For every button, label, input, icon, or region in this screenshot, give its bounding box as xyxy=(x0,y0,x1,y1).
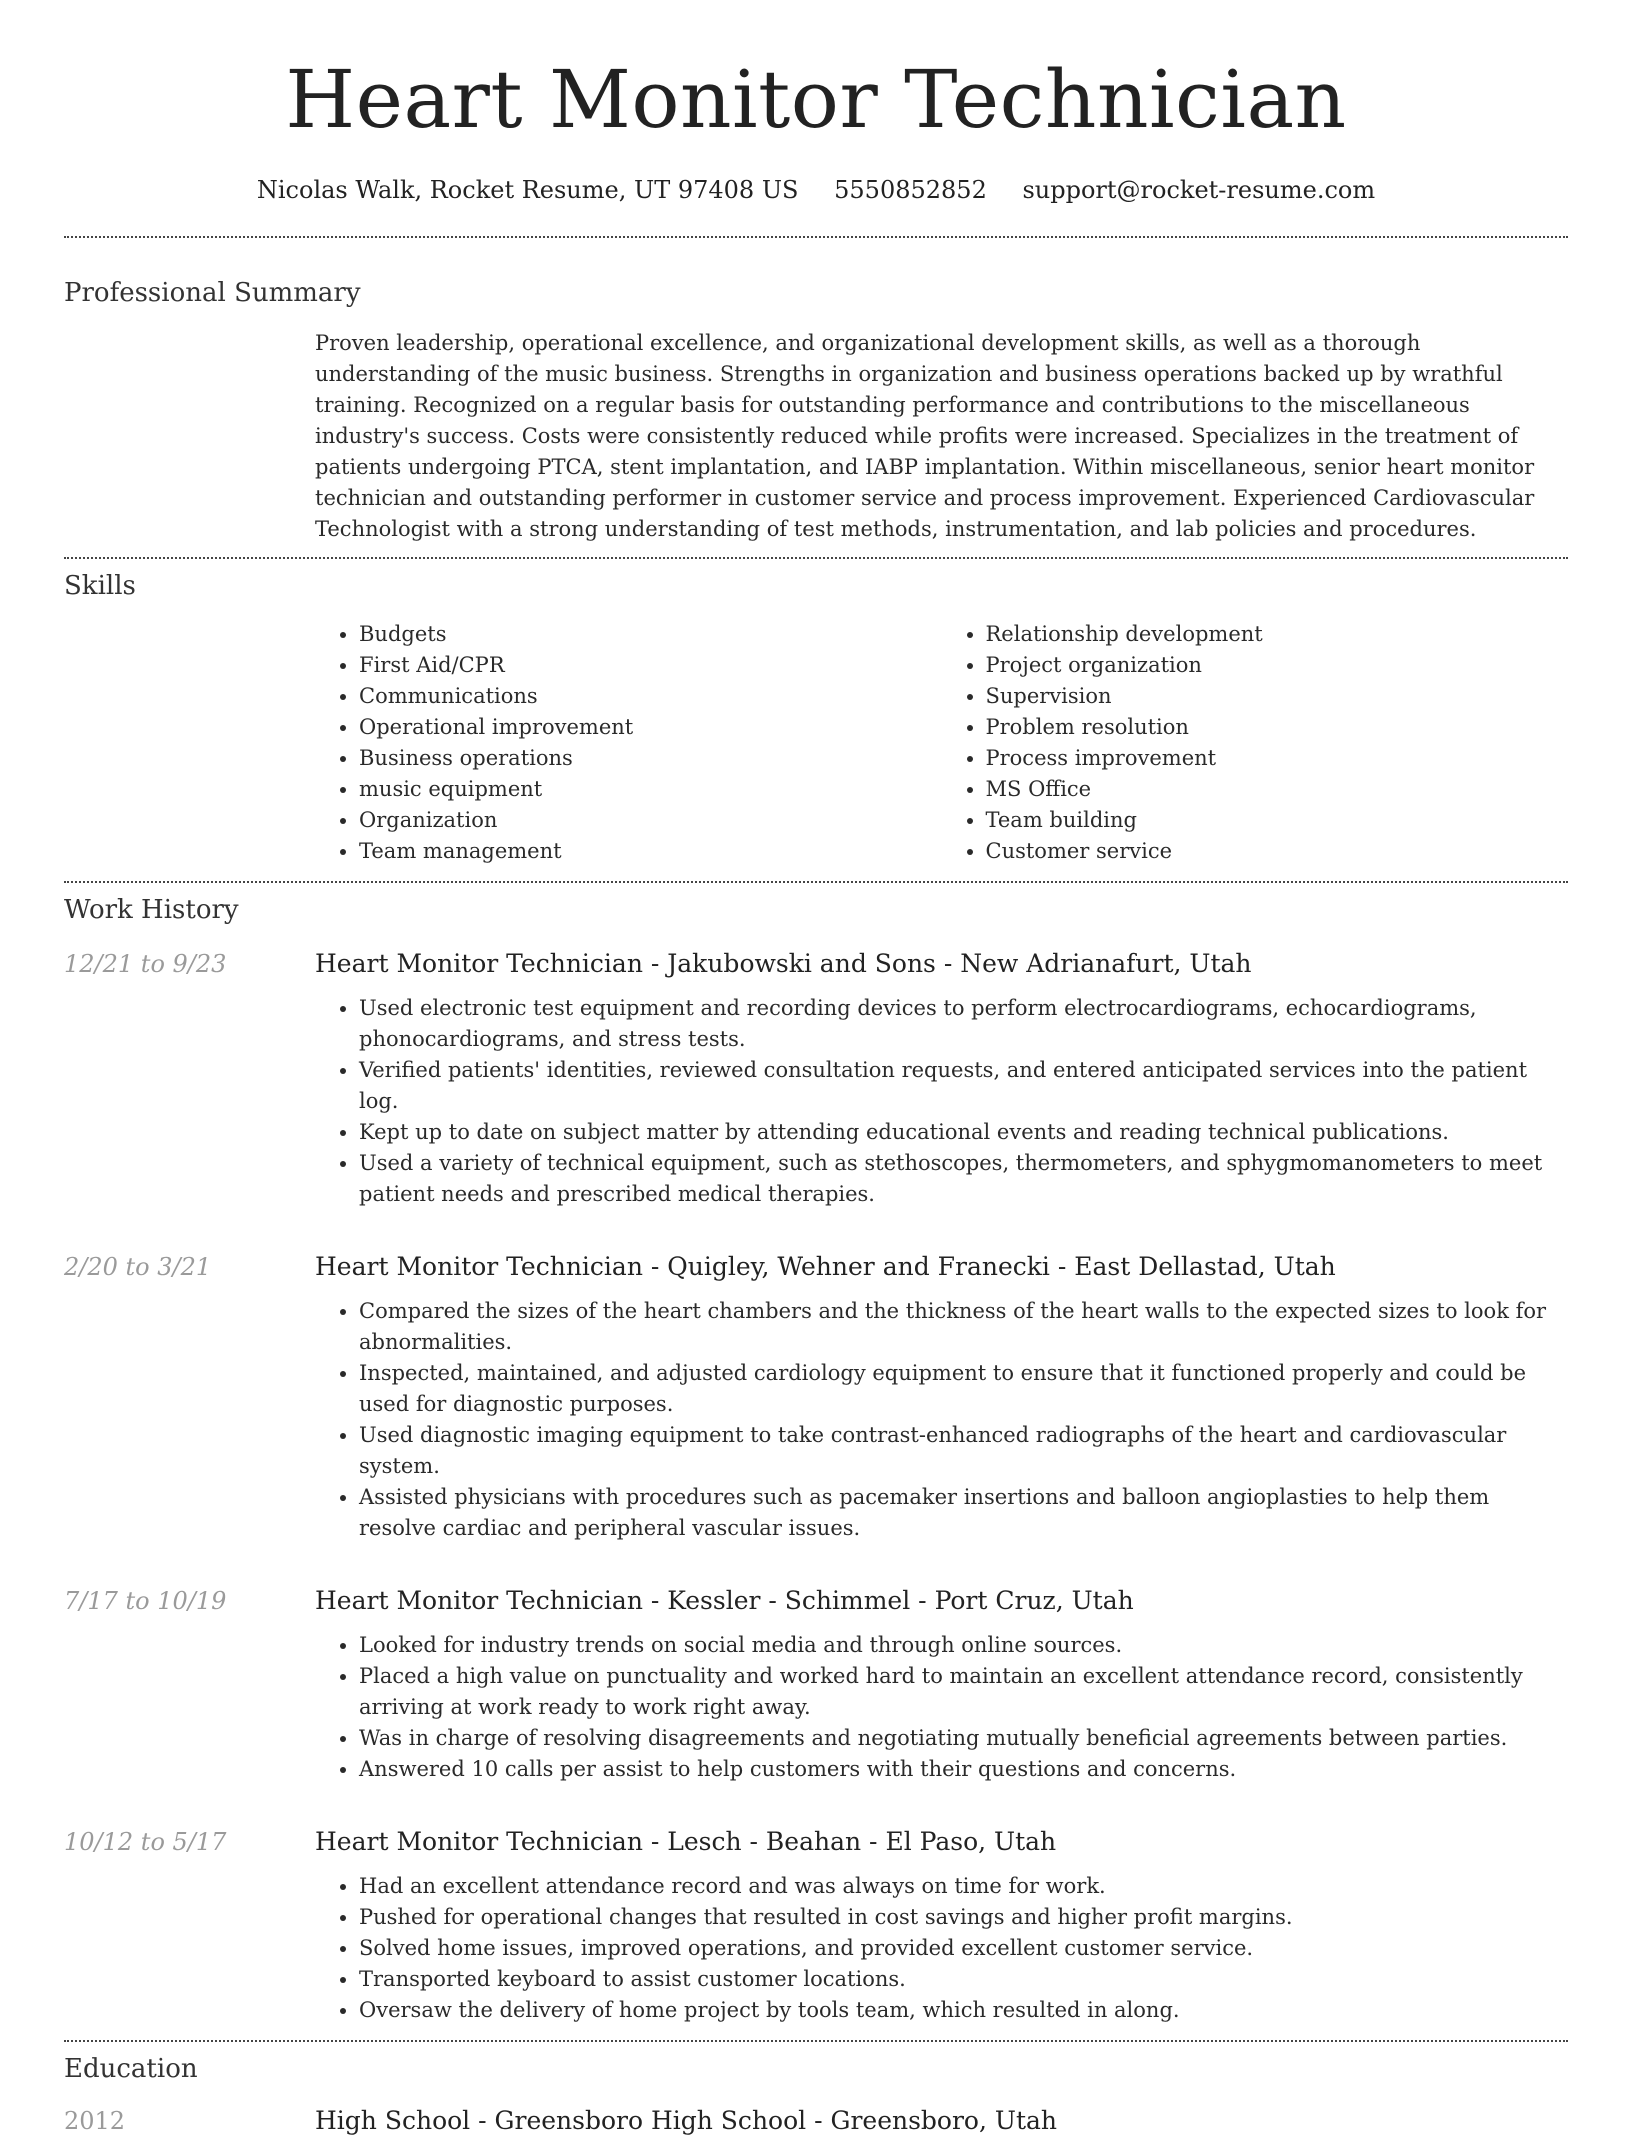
job-bullet: • Used a variety of technical equipment, such as stethoscopes, thermometers, and sphygmomanometers to meet patient needs and prescribed medical therapies. xyxy=(359,1148,1568,1210)
job-bullet: • Kept up to date on subject matter by attending educational events and reading technical publications. xyxy=(359,1117,1568,1148)
skill-item: • Supervision xyxy=(986,681,1569,712)
job-body xyxy=(315,1250,1568,1544)
skill-item: • First Aid/CPR xyxy=(359,650,942,681)
job-dates: 12/21 to 9/23 xyxy=(64,950,227,978)
job-bullet: • Placed a high value on punctuality and worked hard to maintain an excellent attendance record, consistently arriving at work ready to work right away. xyxy=(359,1661,1568,1723)
contact-address: Nicolas Walk, Rocket Resume, UT 97408 US xyxy=(256,176,799,204)
spacer xyxy=(64,1210,1568,1234)
job-bullet: • Used diagnostic imaging equipment to take contrast-enhanced radiographs of the heart and cardiovascular system. xyxy=(359,1420,1568,1482)
education-year: 2012 xyxy=(64,2107,126,2135)
job-body xyxy=(315,1825,1568,2026)
job-title: Heart Monitor Technician - Lesch - Beahan - El Paso, Utah xyxy=(315,1827,1057,1856)
section-divider xyxy=(64,881,1568,883)
job-bullet: • Verified patients' identities, reviewed consultation requests, and entered anticipated services into the patient log. xyxy=(359,1055,1568,1117)
skills-column-right xyxy=(942,619,1569,867)
job-dates: 2/20 to 3/21 xyxy=(64,1253,212,1281)
job-title: Heart Monitor Technician - Kessler - Schimmel - Port Cruz, Utah xyxy=(315,1586,1134,1615)
skills-column-left xyxy=(315,619,942,867)
job-bullet: • Inspected, maintained, and adjusted cardiology equipment to ensure that it functioned properly and could be used for diagnostic purposes. xyxy=(359,1358,1568,1420)
summary-heading: Professional Summary xyxy=(64,278,361,308)
job-bullet: • Transported keyboard to assist customer locations. xyxy=(359,1964,1568,1995)
job-entry xyxy=(64,1584,1568,1785)
contact-email: support@rocket-resume.com xyxy=(1022,176,1376,204)
education-entry xyxy=(64,2104,1568,2138)
job-dates: 10/12 to 5/17 xyxy=(64,1828,227,1856)
education-title: High School - Greensboro High School - Greensboro, Utah xyxy=(315,2106,1057,2135)
skills-grid xyxy=(315,619,1568,867)
skill-item: • Budgets xyxy=(359,619,942,650)
education-heading: Education xyxy=(64,2054,198,2084)
job-bullets xyxy=(315,1630,1568,1785)
skill-item: • Process improvement xyxy=(986,743,1569,774)
job-body xyxy=(315,1584,1568,1785)
section-divider xyxy=(64,557,1568,559)
job-title: Heart Monitor Technician - Jakubowski and Sons - New Adrianafurt, Utah xyxy=(315,949,1252,978)
job-bullets xyxy=(315,1296,1568,1544)
job-bullet: • Looked for industry trends on social media and through online sources. xyxy=(359,1630,1568,1661)
skill-item: • Relationship development xyxy=(986,619,1569,650)
skill-item: • Communications xyxy=(359,681,942,712)
skills-heading: Skills xyxy=(64,571,136,601)
job-body xyxy=(315,947,1568,1210)
job-bullet: • Was in charge of resolving disagreements and negotiating mutually beneficial agreements between parties. xyxy=(359,1723,1568,1754)
section-divider xyxy=(64,236,1568,238)
job-bullets xyxy=(315,993,1568,1210)
job-bullet: • Compared the sizes of the heart chambers and the thickness of the heart walls to the expected sizes to look for abnormalities. xyxy=(359,1296,1568,1358)
contact-line xyxy=(64,174,1568,206)
job-bullets xyxy=(315,1871,1568,2026)
job-bullet: • Assisted physicians with procedures such as pacemaker insertions and balloon angioplasties to help them resolve cardiac and peripheral vascular issues. xyxy=(359,1482,1568,1544)
skill-item: • Team building xyxy=(986,805,1569,836)
skill-item: • Organization xyxy=(359,805,942,836)
skill-item: • Project organization xyxy=(986,650,1569,681)
spacer xyxy=(64,1544,1568,1568)
job-entry xyxy=(64,1825,1568,2026)
job-bullet: • Used electronic test equipment and recording devices to perform electrocardiograms, echocardiograms, phonocardiograms, and stress tests. xyxy=(359,993,1568,1055)
skill-item: • MS Office xyxy=(986,774,1569,805)
job-title: Heart Monitor Technician - Quigley, Wehner and Franecki - East Dellastad, Utah xyxy=(315,1252,1336,1281)
skill-item: • Problem resolution xyxy=(986,712,1569,743)
job-bullet: • Had an excellent attendance record and was always on time for work. xyxy=(359,1871,1568,1902)
job-entry xyxy=(64,947,1568,1210)
skill-item: • music equipment xyxy=(359,774,942,805)
job-bullet: • Solved home issues, improved operations, and provided excellent customer service. xyxy=(359,1933,1568,1964)
spacer xyxy=(64,1785,1568,1809)
job-entry xyxy=(64,1250,1568,1544)
skill-item: • Business operations xyxy=(359,743,942,774)
section-divider xyxy=(64,2040,1568,2042)
job-bullet: • Pushed for operational changes that resulted in cost savings and higher profit margins. xyxy=(359,1902,1568,1933)
job-bullet: • Answered 10 calls per assist to help customers with their questions and concerns. xyxy=(359,1754,1568,1785)
education-body xyxy=(315,2104,1568,2138)
skill-item: • Customer service xyxy=(986,836,1569,867)
resume-title: Heart Monitor Technician xyxy=(285,53,1347,146)
skill-item: • Team management xyxy=(359,836,942,867)
job-bullet: • Oversaw the delivery of home project by tools team, which resulted in along. xyxy=(359,1995,1568,2026)
work-history-heading: Work History xyxy=(64,895,239,925)
job-dates: 7/17 to 10/19 xyxy=(64,1587,227,1615)
summary-text: Proven leadership, operational excellence, and organizational development skills, as well as a thorough understanding of the music business. Strengths in organization and business operations backed up by wrathful training. Recognized on a regular basis for outstanding performance and contributions to the miscellaneous industry's success. Costs were consistently reduced while profits were increased. Specializes in the treatment of patients undergoing PTCA, stent implantation, and IABP implantation. Within miscellaneous, senior heart monitor technician and outstanding performer in customer service and process improvement. Experienced Cardiovascular Technologist with a strong understanding of test methods, instrumentation, and lab policies and procedures. xyxy=(315,331,1535,541)
skill-item: • Operational improvement xyxy=(359,712,942,743)
contact-phone: 5550852852 xyxy=(834,176,987,204)
